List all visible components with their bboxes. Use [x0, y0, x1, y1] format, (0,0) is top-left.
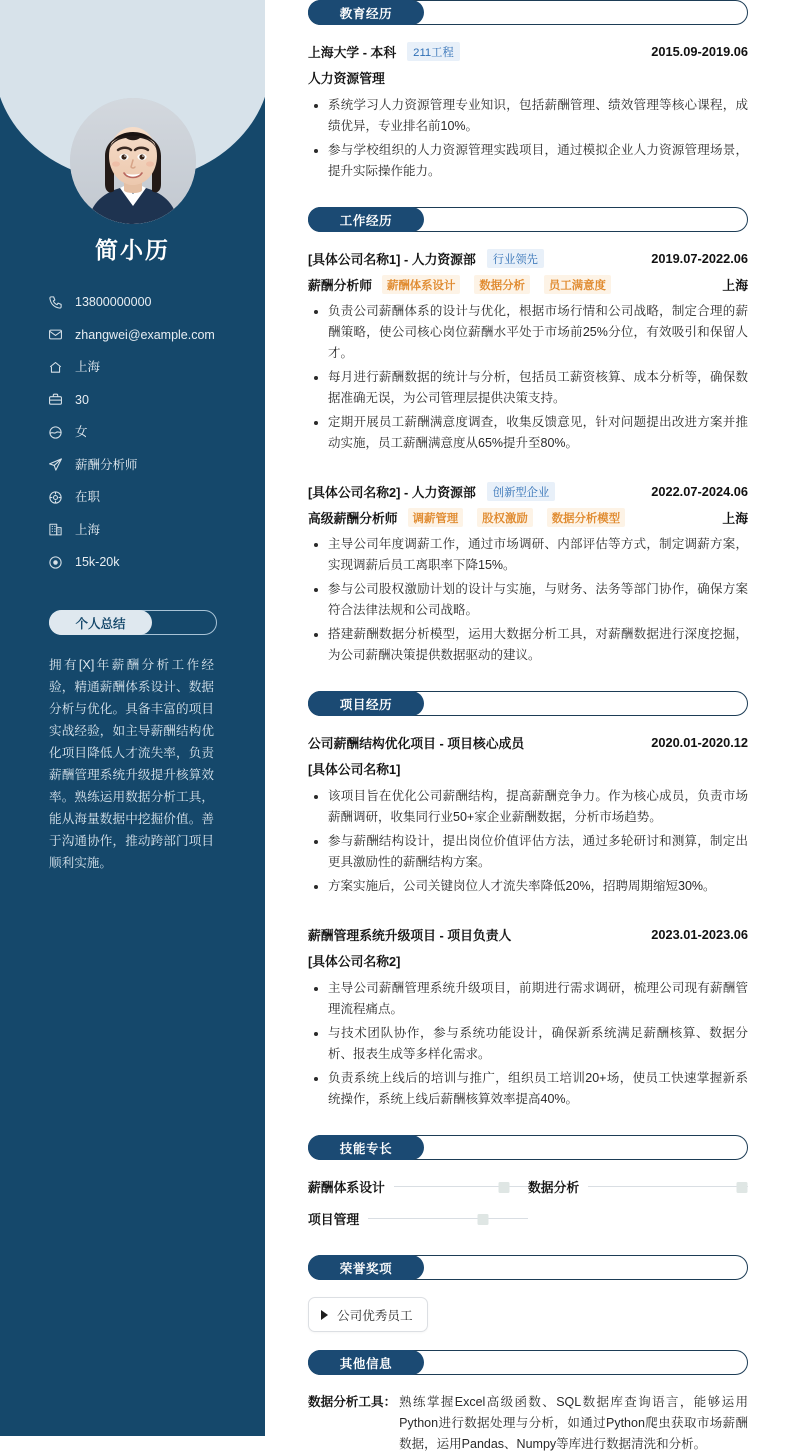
section-projects [308, 691, 748, 1110]
slider-knob[interactable] [498, 1182, 509, 1193]
work-date: 2019.07-2022.06 [651, 251, 748, 266]
company-name: [具体公司名称2] - 人力资源部 [308, 485, 476, 500]
section-header-label: 其他信息 [308, 1350, 424, 1375]
contact-value: 女 [75, 425, 88, 439]
main-column [265, 0, 794, 1451]
avatar [70, 98, 196, 224]
section-education [308, 0, 748, 182]
list-item: 负责公司薪酬体系的设计与优化，根据市场行情和公司战略，制定合理的薪酬策略，使公司核心岗位薪酬水平处于市场前25%分位，有效吸引和保留人才。 [308, 301, 748, 364]
skill-slider[interactable] [588, 1180, 748, 1194]
project-entry-header [308, 733, 748, 752]
list-item: 与技术团队协作，参与系统功能设计，确保新系统满足薪酬核算、数据分析、报表生成等多样化需求。 [308, 1023, 748, 1065]
contact-value: 上海 [75, 360, 101, 374]
section-header-projects [308, 691, 748, 716]
contact-item-salary [48, 548, 249, 576]
slider-track [368, 1218, 528, 1219]
project-name: 公司薪酬结构优化项目 - 项目核心成员 [308, 736, 525, 751]
skill-slider[interactable] [368, 1212, 528, 1226]
project-name: 薪酬管理系统升级项目 - 项目负责人 [308, 928, 512, 943]
skill-tag: 薪酬体系设计 [382, 275, 460, 294]
list-item: 主导公司年度调薪工作，通过市场调研、内部评估等方式，制定调薪方案，实现调薪后员工离职率下降15%。 [308, 534, 748, 576]
section-header-label: 技能专长 [308, 1135, 424, 1160]
education-bullets [308, 95, 748, 182]
slider-track [588, 1186, 748, 1187]
company-tag: 行业领先 [487, 249, 544, 268]
contact-item-position [48, 451, 249, 479]
section-header-label: 工作经历 [308, 207, 424, 232]
school-name: 上海大学 - 本科 [308, 45, 397, 60]
salary-icon [48, 554, 67, 570]
contact-item-email [48, 321, 249, 349]
list-item: 参与学校组织的人力资源管理实践项目，通过模拟企业人力资源管理场景，提升实际操作能力。 [308, 140, 748, 182]
skill-item [308, 1177, 528, 1196]
contact-item-status [48, 483, 249, 511]
work-role-row [308, 275, 748, 294]
work-entry-header [308, 249, 748, 268]
skill-label: 数据分析 [528, 1180, 580, 1195]
job-title: 薪酬分析师 [308, 278, 372, 293]
skill-label: 项目管理 [308, 1212, 360, 1227]
project-company: [具体公司名称2] [308, 954, 401, 969]
skill-tag: 调薪管理 [408, 508, 464, 527]
list-item: 方案实施后，公司关键岗位人才流失率降低20%，招聘周期缩短30%。 [308, 876, 748, 897]
building-icon [48, 522, 67, 538]
other-info-row [308, 1392, 748, 1455]
job-skill-tags [408, 508, 723, 527]
project-bullets [308, 978, 748, 1110]
other-info-value: 熟练掌握Excel高级函数、SQL数据库查询语言，能够运用Python进行数据处理与分析，如通过Python爬虫获取市场薪酬数据，运用Pandas、Numpy等库进行数据清洗和分析。 [399, 1395, 748, 1451]
home-icon [48, 359, 67, 375]
contact-item-age [48, 386, 249, 414]
education-major: 人力资源管理 [308, 71, 385, 86]
contact-value: zhangwei@example.com [75, 327, 215, 342]
skill-tag: 员工满意度 [544, 275, 611, 294]
project-entry-header [308, 925, 748, 944]
honor-label: 公司优秀员工 [337, 1309, 413, 1323]
sidebar [0, 0, 265, 1436]
status-icon [48, 489, 67, 505]
section-header-label: 项目经历 [308, 691, 424, 716]
section-work [308, 207, 748, 666]
school-tag: 211工程 [407, 42, 460, 61]
work-location: 上海 [722, 278, 748, 293]
contact-value: 上海 [75, 522, 101, 537]
work-role-row [308, 508, 748, 527]
contact-list [48, 288, 249, 581]
gender-icon [48, 424, 67, 440]
list-item: 每月进行薪酬数据的统计与分析，包括员工薪资核算、成本分析等，确保数据准确无误，为公司管理层提供决策支持。 [308, 367, 748, 409]
profile-name: 简小历 [95, 237, 170, 263]
summary-section-header [49, 610, 217, 635]
section-other-info [308, 1350, 748, 1455]
honor-list [308, 1297, 748, 1332]
work-entry [308, 482, 748, 666]
work-date: 2022.07-2024.06 [651, 484, 748, 499]
main-content [308, 0, 748, 1455]
skill-tag: 数据分析 [474, 275, 530, 294]
work-location: 上海 [722, 511, 748, 526]
list-item: 定期开展员工薪酬满意度调查，收集反馈意见，针对问题提出改进方案并推动实施，员工薪酬满意度从65%提升至80%。 [308, 412, 748, 454]
list-item: 参与薪酬结构设计，提出岗位价值评估方法，通过多轮研讨和测算，制定出更具激励性的薪酬结构方案。 [308, 831, 748, 873]
contact-item-city [48, 353, 249, 381]
triangle-right-icon [321, 1310, 328, 1320]
list-item: 搭建薪酬数据分析模型，运用大数据分析工具，对薪酬数据进行深度挖掘，为公司薪酬决策提供数据驱动的建议。 [308, 624, 748, 666]
education-org-group [308, 42, 460, 61]
work-bullets [308, 301, 748, 454]
section-skills [308, 1135, 748, 1241]
contact-value: 薪酬分析师 [75, 457, 138, 472]
section-header-skills [308, 1135, 748, 1160]
list-item: 负责系统上线后的培训与推广，组织员工培训20+场，使员工快速掌握新系统操作，系统上线后薪酬核算效率提高40%。 [308, 1068, 748, 1110]
contact-item-gender [48, 418, 249, 446]
slider-knob[interactable] [478, 1214, 489, 1225]
briefcase-icon [48, 392, 67, 408]
education-date: 2015.09-2019.06 [651, 44, 748, 59]
list-item: 参与公司股权激励计划的设计与实施，与财务、法务等部门协作，确保方案符合法律法规和公司战略。 [308, 579, 748, 621]
skill-item [308, 1209, 528, 1228]
list-item: 系统学习人力资源管理专业知识，包括薪酬管理、绩效管理等核心课程，成绩优异，专业排名前10%。 [308, 95, 748, 137]
contact-item-phone [48, 288, 249, 316]
slider-knob[interactable] [736, 1182, 747, 1193]
skill-slider[interactable] [394, 1180, 528, 1194]
education-entry-header [308, 42, 748, 61]
list-item: 主导公司薪酬管理系统升级项目，前期进行需求调研，梳理公司现有薪酬管理流程痛点。 [308, 978, 748, 1020]
contact-value: 15k-20k [75, 555, 120, 569]
company-tag: 创新型企业 [487, 482, 556, 501]
section-header-education [308, 0, 748, 25]
job-skill-tags [382, 275, 722, 294]
project-entry [308, 733, 748, 897]
phone-icon [48, 294, 67, 310]
work-org-group [308, 482, 555, 501]
project-date: 2023.01-2023.06 [651, 927, 748, 942]
contact-value: 13800000000 [75, 295, 152, 309]
honor-chip[interactable] [308, 1297, 428, 1332]
contact-value: 在职 [75, 490, 101, 504]
project-date: 2020.01-2020.12 [651, 735, 748, 750]
section-header-label: 荣誉奖项 [308, 1255, 424, 1280]
section-header-honors [308, 1255, 748, 1280]
summary-text: 拥有[X]年薪酬分析工作经验，精通薪酬体系设计、数据分析与优化。具备丰富的项目实战经验，如主导薪酬结构优化项目降低人才流失率，负责薪酬管理系统升级提升核算效率。熟练运用数据分析工具，能从海量数据中挖掘价值。善于沟通协作，推动跨部门项目顺利实施。 [49, 658, 214, 870]
section-header-other [308, 1350, 748, 1375]
skill-label: 薪酬体系设计 [308, 1180, 385, 1195]
summary-header-label: 个人总结 [49, 610, 152, 635]
contact-item-work-city [48, 516, 249, 544]
paper-plane-icon [48, 457, 67, 473]
contact-value: 30 [75, 392, 89, 407]
section-header-label: 教育经历 [308, 0, 424, 25]
project-entry [308, 925, 748, 1110]
education-entry [308, 42, 748, 182]
section-honors [308, 1255, 748, 1332]
project-company: [具体公司名称1] [308, 762, 401, 777]
skill-tag: 股权激励 [477, 508, 533, 527]
project-bullets [308, 786, 748, 897]
list-item: 该项目旨在优化公司薪酬结构，提高薪酬竞争力。作为核心成员，负责市场薪酬调研，收集同行业50+家企业薪酬数据，分析市场趋势。 [308, 786, 748, 828]
skill-item [528, 1177, 748, 1196]
work-bullets [308, 534, 748, 666]
portrait-photo-icon [70, 98, 196, 224]
company-name: [具体公司名称1] - 人力资源部 [308, 252, 476, 267]
skill-list [308, 1177, 748, 1241]
work-entry [308, 249, 748, 454]
job-title: 高级薪酬分析师 [308, 511, 398, 526]
skill-tag: 数据分析模型 [547, 508, 625, 527]
work-entry-header [308, 482, 748, 501]
work-org-group [308, 249, 544, 268]
email-icon [48, 327, 67, 343]
section-header-work [308, 207, 748, 232]
other-info-label: 数据分析工具： [308, 1395, 397, 1409]
